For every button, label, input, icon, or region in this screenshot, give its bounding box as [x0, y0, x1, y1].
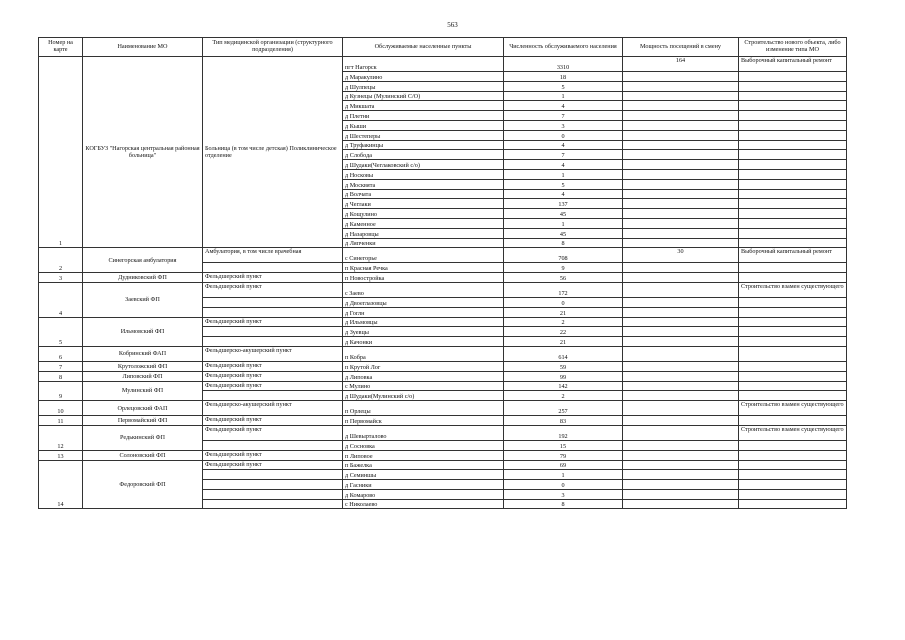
settlement: д Шестеперы [343, 130, 504, 140]
population-value: 1 [504, 218, 623, 228]
capacity-value [623, 450, 739, 460]
capacity-value [623, 238, 739, 248]
capacity-value [623, 228, 739, 238]
capacity-value [623, 317, 739, 327]
population-value: 45 [504, 228, 623, 238]
construction-note [739, 391, 847, 401]
org-type: Фельдшерский пункт [203, 371, 343, 381]
construction-note [739, 327, 847, 337]
mo-name: Федоровский ФП [83, 460, 203, 509]
org-type [203, 489, 343, 499]
population-value: 2 [504, 317, 623, 327]
population-value: 1 [504, 169, 623, 179]
capacity-value [623, 489, 739, 499]
settlement: д Шудаки(Мулинский с/о) [343, 391, 504, 401]
population-value: 9 [504, 263, 623, 273]
construction-note [739, 273, 847, 283]
construction-note [739, 160, 847, 170]
construction-note [739, 199, 847, 209]
capacity-value [623, 297, 739, 307]
settlement: д Труфакинцы [343, 140, 504, 150]
population-value: 7 [504, 150, 623, 160]
settlement: д Семиншы [343, 470, 504, 480]
construction-note [739, 337, 847, 347]
header-population: Численность обслуживаемого населения [504, 38, 623, 57]
settlement: д Каменное [343, 218, 504, 228]
construction-note [739, 371, 847, 381]
org-type: Фельдшерский пункт [203, 416, 343, 426]
mo-name: Липовский ФП [83, 371, 203, 381]
org-type: Фельдшерский пункт [203, 273, 343, 283]
capacity-value [623, 381, 739, 391]
construction-note [739, 361, 847, 371]
population-value: 3310 [504, 57, 623, 72]
table-row [39, 401, 847, 416]
population-value: 4 [504, 140, 623, 150]
population-value: 2 [504, 391, 623, 401]
capacity-value [623, 337, 739, 347]
population-value: 18 [504, 72, 623, 82]
settlement: п Крутой Лог [343, 361, 504, 371]
construction-note [739, 450, 847, 460]
mo-name: Заевский ФП [83, 282, 203, 317]
settlement: д Плетни [343, 111, 504, 121]
org-type [203, 337, 343, 347]
construction-note [739, 346, 847, 361]
org-type: Больница (в том числе детская) Поликлиническое отделение [203, 57, 343, 248]
settlement: п Новостройка [343, 273, 504, 283]
org-type [203, 263, 343, 273]
mo-name: Синегорская амбулатория [83, 248, 203, 273]
settlement: с Заево [343, 282, 504, 297]
map-number: 11 [39, 416, 83, 426]
construction-note [739, 120, 847, 130]
construction-note [739, 470, 847, 480]
construction-note [739, 499, 847, 509]
settlement: д Кузнецы (Мулинский С/О) [343, 91, 504, 101]
mo-name: Первомайский ФП [83, 416, 203, 426]
header-capacity: Мощность посещений в смену [623, 38, 739, 57]
population-value: 45 [504, 209, 623, 219]
population-value: 59 [504, 361, 623, 371]
settlement: д Гоглн [343, 307, 504, 317]
construction-note [739, 189, 847, 199]
capacity-value [623, 371, 739, 381]
settlement: п Орлецы [343, 401, 504, 416]
population-value: 4 [504, 160, 623, 170]
map-number: 2 [39, 248, 83, 273]
settlement: п Первомайск [343, 416, 504, 426]
mo-name: Орлецовский ФАП [83, 401, 203, 416]
construction-note [739, 460, 847, 470]
settlement: п Кобра [343, 346, 504, 361]
construction-note [739, 101, 847, 111]
population-value: 614 [504, 346, 623, 361]
capacity-value [623, 460, 739, 470]
capacity-value [623, 111, 739, 121]
map-number: 12 [39, 425, 83, 450]
construction-note [739, 263, 847, 273]
capacity-value [623, 346, 739, 361]
org-type: Фельдшерский пункт [203, 381, 343, 391]
settlement: д Комарово [343, 489, 504, 499]
header-mo: Наименование МО [83, 38, 203, 57]
org-type: Фельдшерский пункт [203, 317, 343, 327]
capacity-value [623, 499, 739, 509]
settlement: д Ляпченки [343, 238, 504, 248]
construction-note [739, 228, 847, 238]
capacity-value [623, 199, 739, 209]
header-type: Тип медицинской организации (структурного подразделения) [203, 38, 343, 57]
org-type [203, 391, 343, 401]
population-value: 15 [504, 440, 623, 450]
org-type: Фельдшерский пункт [203, 450, 343, 460]
settlement: пгт Нагорск [343, 57, 504, 72]
settlement: д Шудаки(Чеглаковский с/о) [343, 160, 504, 170]
population-value: 7 [504, 111, 623, 121]
construction-note [739, 317, 847, 327]
capacity-value [623, 440, 739, 450]
population-value: 0 [504, 480, 623, 490]
capacity-value [623, 218, 739, 228]
org-type: Фельдшерский пункт [203, 282, 343, 297]
construction-note [739, 440, 847, 450]
mo-name: Дудниковский ФП [83, 273, 203, 283]
map-number: 13 [39, 450, 83, 460]
construction-note [739, 81, 847, 91]
org-type: Фельдшерский пункт [203, 425, 343, 440]
settlement: д Слобода [343, 150, 504, 160]
capacity-value [623, 81, 739, 91]
settlement: д Носковы [343, 169, 504, 179]
org-type [203, 470, 343, 480]
capacity-value [623, 480, 739, 490]
org-type: Фельдшерский пункт [203, 361, 343, 371]
settlement: п Бажелка [343, 460, 504, 470]
org-type [203, 307, 343, 317]
table-row [39, 282, 847, 297]
capacity-value [623, 361, 739, 371]
settlement: д Шулпецы [343, 81, 504, 91]
capacity-value [623, 179, 739, 189]
construction-note [739, 72, 847, 82]
capacity-value [623, 101, 739, 111]
population-value: 1 [504, 470, 623, 480]
settlement: д Двоеглазовцы [343, 297, 504, 307]
map-number: 1 [39, 57, 83, 248]
settlement: д Зуевцы [343, 327, 504, 337]
capacity-value [623, 401, 739, 416]
map-number: 5 [39, 317, 83, 346]
mo-name: Крутоложский ФП [83, 361, 203, 371]
org-type: Амбулатория, в том числе врачебная [203, 248, 343, 263]
map-number: 3 [39, 273, 83, 283]
capacity-value [623, 416, 739, 426]
settlement: д Микшата [343, 101, 504, 111]
population-value: 22 [504, 327, 623, 337]
settlement: д Чеглаки [343, 199, 504, 209]
population-value: 1 [504, 91, 623, 101]
table-row [39, 361, 847, 371]
table-row [39, 346, 847, 361]
construction-note [739, 111, 847, 121]
header-num: Номер на карте [39, 38, 83, 57]
map-number: 8 [39, 371, 83, 381]
table-row [39, 273, 847, 283]
construction-note [739, 307, 847, 317]
capacity-value [623, 263, 739, 273]
population-value: 83 [504, 416, 623, 426]
population-value: 21 [504, 337, 623, 347]
settlement: д Москвята [343, 179, 504, 189]
population-value: 4 [504, 189, 623, 199]
settlement: п Липовое [343, 450, 504, 460]
settlement: д Ильмовцы [343, 317, 504, 327]
settlement: д Кощулино [343, 209, 504, 219]
population-value: 192 [504, 425, 623, 440]
construction-note [739, 297, 847, 307]
org-type [203, 327, 343, 337]
capacity-value [623, 120, 739, 130]
table-row [39, 371, 847, 381]
table-row [39, 317, 847, 327]
population-value: 137 [504, 199, 623, 209]
capacity-value [623, 425, 739, 440]
capacity-value [623, 169, 739, 179]
construction-note [739, 140, 847, 150]
mo-name: Кобринский ФАП [83, 346, 203, 361]
capacity-value [623, 150, 739, 160]
table-row [39, 248, 847, 263]
construction-note [739, 416, 847, 426]
header-construction: Строительство нового объекта, либо изменение типа МО [739, 38, 847, 57]
construction-note [739, 489, 847, 499]
settlement: д Гасники [343, 480, 504, 490]
capacity-value [623, 189, 739, 199]
population-value: 0 [504, 297, 623, 307]
capacity-value: 30 [623, 248, 739, 263]
population-value: 4 [504, 101, 623, 111]
construction-note [739, 150, 847, 160]
population-value: 79 [504, 450, 623, 460]
capacity-value [623, 209, 739, 219]
org-type: Фельдшерско-акушерский пункт [203, 346, 343, 361]
construction-note [739, 209, 847, 219]
construction-note [739, 169, 847, 179]
mo-name: Солоновский ФП [83, 450, 203, 460]
table-row [39, 450, 847, 460]
population-value: 0 [504, 130, 623, 140]
capacity-value [623, 307, 739, 317]
map-number: 10 [39, 401, 83, 416]
population-value: 172 [504, 282, 623, 297]
org-type: Фельдшерский пункт [203, 460, 343, 470]
capacity-value [623, 130, 739, 140]
capacity-value [623, 470, 739, 480]
capacity-value [623, 140, 739, 150]
construction-note [739, 91, 847, 101]
mo-name: Редькинский ФП [83, 425, 203, 450]
population-value: 5 [504, 81, 623, 91]
table-body [39, 57, 847, 509]
population-value: 21 [504, 307, 623, 317]
capacity-value [623, 327, 739, 337]
map-number: 4 [39, 282, 83, 317]
population-value: 142 [504, 381, 623, 391]
construction-note [739, 480, 847, 490]
construction-note: Выборочный капитальный ремонт [739, 248, 847, 263]
mo-name: Ильмовский ФП [83, 317, 203, 346]
org-type [203, 480, 343, 490]
capacity-value [623, 282, 739, 297]
population-value: 257 [504, 401, 623, 416]
map-number: 6 [39, 346, 83, 361]
map-number: 9 [39, 381, 83, 401]
settlement: с Николаево [343, 499, 504, 509]
population-value: 5 [504, 179, 623, 189]
construction-note [739, 238, 847, 248]
facilities-table [38, 37, 847, 509]
settlement: д Волчата [343, 189, 504, 199]
population-value: 99 [504, 371, 623, 381]
org-type [203, 440, 343, 450]
capacity-value [623, 160, 739, 170]
capacity-value [623, 273, 739, 283]
header-row [39, 38, 847, 57]
mo-name: КОГБУЗ "Нагорская центральная районная больница" [83, 57, 203, 248]
table-row [39, 416, 847, 426]
table-row [39, 381, 847, 391]
table-row [39, 425, 847, 440]
population-value: 3 [504, 120, 623, 130]
capacity-value [623, 91, 739, 101]
settlement: д Качонки [343, 337, 504, 347]
population-value: 708 [504, 248, 623, 263]
population-value: 8 [504, 238, 623, 248]
construction-note: Строительство взамен существующего [739, 401, 847, 416]
capacity-value [623, 72, 739, 82]
construction-note: Строительство взамен существующего [739, 425, 847, 440]
header-places: Обслуживаемые населенные пункты [343, 38, 504, 57]
settlement: с Мулино [343, 381, 504, 391]
org-type: Фельдшерско-акушерский пункт [203, 401, 343, 416]
map-number: 14 [39, 460, 83, 509]
org-type [203, 499, 343, 509]
settlement: д Назаровцы [343, 228, 504, 238]
construction-note: Выборочный капитальный ремонт [739, 57, 847, 72]
settlement: д Маракулино [343, 72, 504, 82]
population-value: 8 [504, 499, 623, 509]
map-number: 7 [39, 361, 83, 371]
settlement: д Кыши [343, 120, 504, 130]
page-number: 563 [447, 21, 458, 29]
org-type [203, 297, 343, 307]
settlement: д Шевырталово [343, 425, 504, 440]
mo-name: Мулинский ФП [83, 381, 203, 401]
table-row [39, 57, 847, 72]
capacity-value: 164 [623, 57, 739, 72]
construction-note [739, 218, 847, 228]
settlement: д Липовка [343, 371, 504, 381]
population-value: 3 [504, 489, 623, 499]
capacity-value [623, 391, 739, 401]
construction-note [739, 130, 847, 140]
population-value: 56 [504, 273, 623, 283]
construction-note [739, 381, 847, 391]
construction-note [739, 179, 847, 189]
population-value: 69 [504, 460, 623, 470]
settlement: д Сосновка [343, 440, 504, 450]
table-row [39, 460, 847, 470]
construction-note: Строительство взамен существующего [739, 282, 847, 297]
settlement: с Синегорье [343, 248, 504, 263]
settlement: п Красная Речка [343, 263, 504, 273]
